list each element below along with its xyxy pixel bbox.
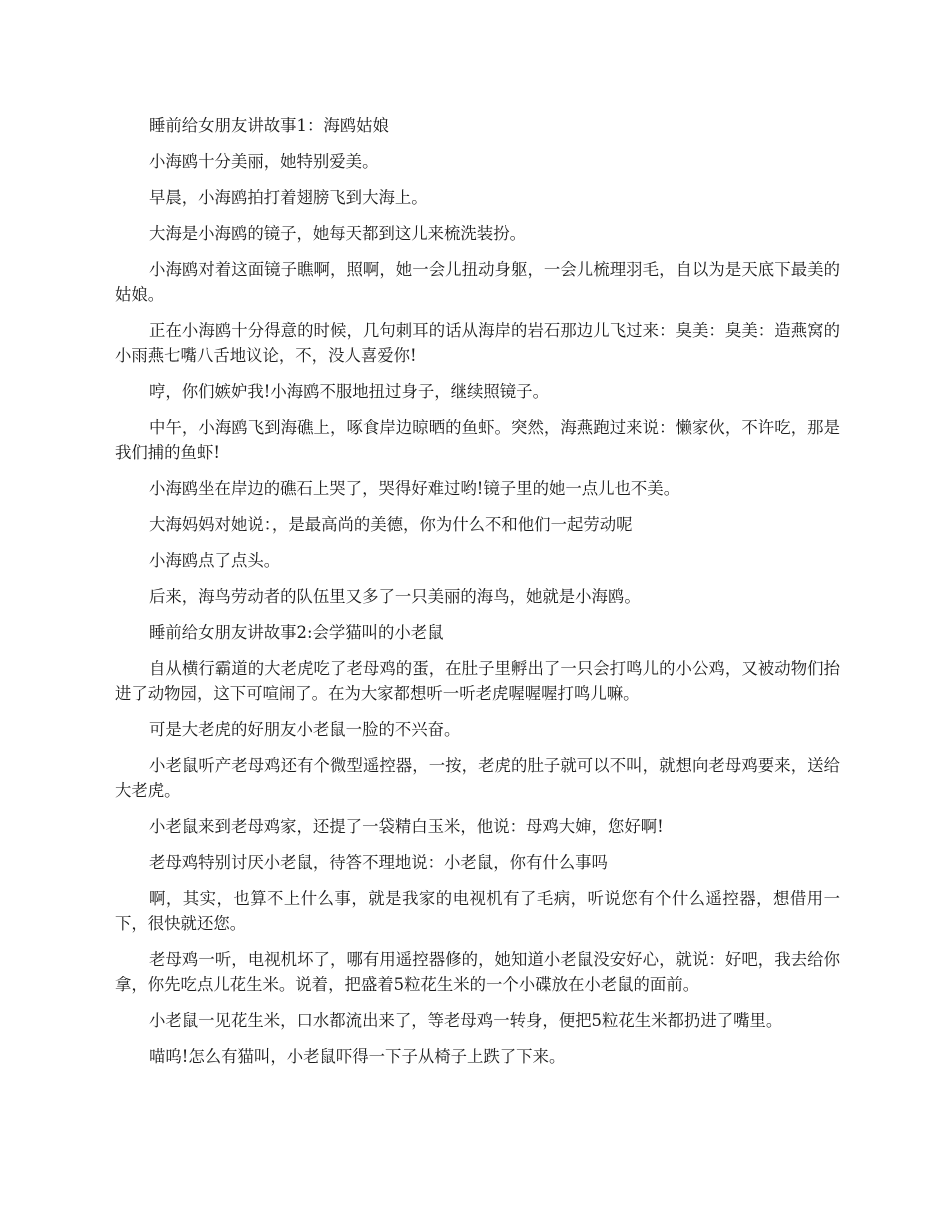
paragraph: 小老鼠听产老母鸡还有个微型遥控器，一按，老虎的肚子就可以不叫，就想向老母鸡要来，送给大老虎。	[115, 756, 840, 800]
paragraph: 喵呜!怎么有猫叫，小老鼠吓得一下子从椅子上跌了下来。	[149, 1047, 566, 1066]
paragraph: 啊，其实，也算不上什么事，就是我家的电视机有了毛病，听说您有个什么遥控器，想借用一下，很快就还您。	[115, 889, 840, 933]
paragraph: 后来，海鸟劳动者的队伍里又多了一只美丽的海鸟，她就是小海鸥。	[149, 587, 641, 606]
paragraph: 哼，你们嫉妒我!小海鸥不服地扭过身子，继续照镜子。	[149, 382, 549, 401]
paragraph: 自从横行霸道的大老虎吃了老母鸡的蛋，在肚子里孵出了一只会打鸣儿的小公鸡，又被动物们抬进了动物园，这下可喧闹了。在为大家都想听一听老虎喔喔喔打鸣儿嘛。	[115, 659, 840, 703]
story-2-title: 睡前给女朋友讲故事2:会学猫叫的小老鼠	[149, 623, 444, 642]
paragraph: 可是大老虎的好朋友小老鼠一脸的不兴奋。	[149, 720, 461, 739]
paragraph: 小海鸥坐在岸边的礁石上哭了，哭得好难过哟!镜子里的她一点儿也不美。	[149, 479, 681, 498]
paragraph: 小海鸥十分美丽，她特别爱美。	[149, 152, 379, 171]
paragraph: 老母鸡一听，电视机坏了，哪有用遥控器修的，她知道小老鼠没安好心，就说：好吧，我去给你拿，你先吃点儿花生米。说着，把盛着5粒花生米的一个小碟放在小老鼠的面前。	[115, 950, 840, 994]
paragraph: 大海妈妈对她说：，是最高尚的美德，你为什么不和他们一起劳动呢	[149, 515, 633, 534]
paragraph: 老母鸡特别讨厌小老鼠，待答不理地说：小老鼠，你有什么事吗	[149, 853, 608, 872]
document-body	[115, 113, 840, 1080]
paragraph: 小海鸥点了点头。	[149, 551, 281, 570]
paragraph: 小老鼠一见花生米，口水都流出来了，等老母鸡一转身，便把5粒花生米都扔进了嘴里。	[149, 1011, 783, 1030]
paragraph: 大海是小海鸥的镜子，她每天都到这儿来梳洗装扮。	[149, 224, 526, 243]
paragraph: 中午，小海鸥飞到海礁上，啄食岸边晾晒的鱼虾。突然，海燕跑过来说：懒家伙，不许吃，那是我们捕的鱼虾!	[115, 418, 840, 462]
paragraph: 正在小海鸥十分得意的时候，几句刺耳的话从海岸的岩石那边儿飞过来：臭美：臭美：造燕窝的小雨燕七嘴八舌地议论，不，没人喜爱你!	[115, 321, 840, 365]
paragraph: 小海鸥对着这面镜子瞧啊，照啊，她一会儿扭动身躯，一会儿梳理羽毛，自以为是天底下最美的姑娘。	[115, 260, 840, 304]
story-1-title: 睡前给女朋友讲故事1：海鸥姑娘	[149, 116, 389, 135]
paragraph: 早晨，小海鸥拍打着翅膀飞到大海上。	[149, 188, 428, 207]
paragraph: 小老鼠来到老母鸡家，还提了一袋精白玉米，他说：母鸡大婶，您好啊!	[149, 817, 664, 836]
